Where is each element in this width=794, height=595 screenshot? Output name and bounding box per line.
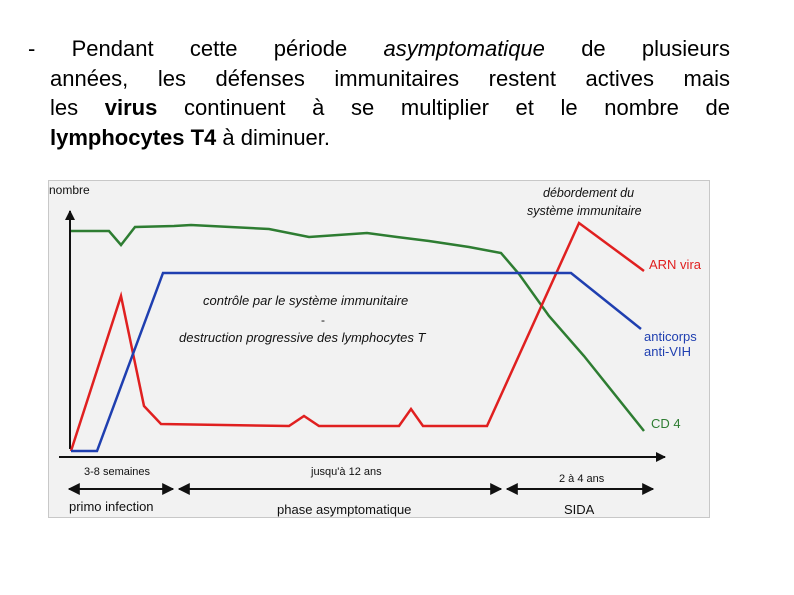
diagram-svg xyxy=(49,181,711,519)
time-label-2: jusqu'à 12 ans xyxy=(311,466,382,478)
label-arn-viral: ARN vira xyxy=(649,257,702,272)
annotation-dash: - xyxy=(321,313,325,327)
y-axis-label: nombre xyxy=(49,183,90,197)
intro-bold-lymphocytes: lymphocytes T4 xyxy=(50,124,217,150)
intro-text-4b: à diminuer. xyxy=(222,124,331,150)
intro-line-2: années, les défenses immunitaires restent actives mais xyxy=(50,65,730,91)
phase-label-asymptomatique: phase asymptomatique xyxy=(277,502,412,517)
intro-paragraph xyxy=(28,34,730,152)
intro-text-1: Pendant cette période xyxy=(71,36,348,61)
intro-italic-asymptomatique: asymptomatique xyxy=(383,36,545,61)
time-label-3: 2 à 4 ans xyxy=(559,473,605,485)
annotation-destruction: destruction progressive des lymphocytes T xyxy=(179,330,426,345)
annotation-debordement-2: système immunitaire xyxy=(527,204,642,218)
label-anticorps: anticorps xyxy=(644,329,697,344)
label-anti-vih: anti-VIH xyxy=(644,344,691,359)
intro-text-3b: continuent à se multiplier et le nombre de xyxy=(184,95,730,120)
intro-dash: - xyxy=(28,36,36,61)
intro-text-3a: les xyxy=(50,95,79,120)
cd4-curve xyxy=(71,225,644,431)
intro-text-2: de plusieurs xyxy=(581,36,730,61)
intro-line-4 xyxy=(28,123,730,153)
annotation-controle: contrôle par le système immunitaire xyxy=(203,293,409,308)
label-cd4: CD 4 xyxy=(651,416,681,431)
intro-bold-virus: virus xyxy=(104,95,158,120)
hiv-evolution-diagram xyxy=(48,180,710,518)
phase-label-sida: SIDA xyxy=(564,502,595,517)
annotation-debordement-1: débordement du xyxy=(543,186,635,200)
time-label-1: 3-8 semaines xyxy=(84,466,151,478)
intro-line-3 xyxy=(28,93,730,123)
intro-line-1 xyxy=(28,34,730,64)
phase-label-primo: primo infection xyxy=(69,499,154,514)
